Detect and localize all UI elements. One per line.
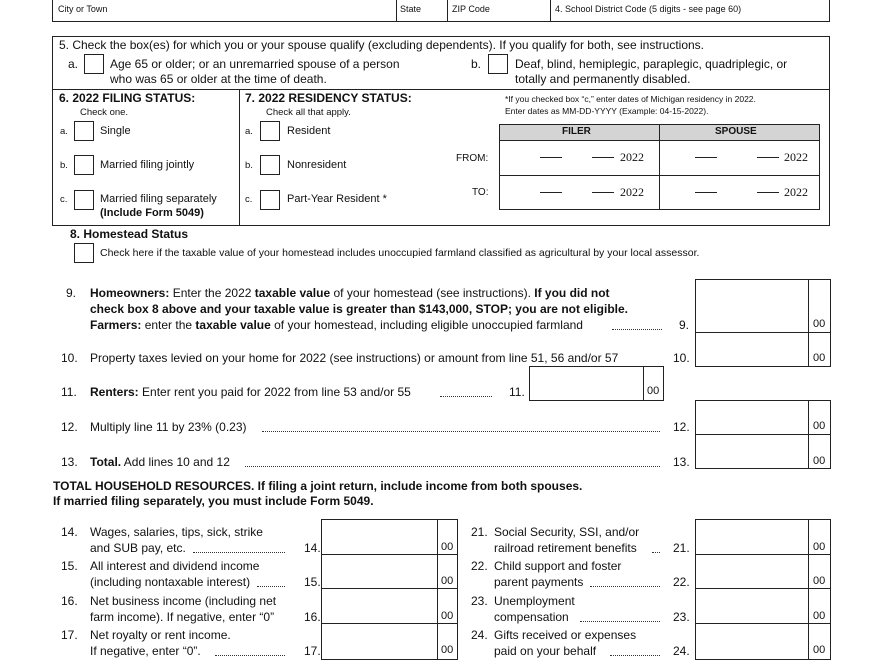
- zip-label: ZIP Code: [452, 4, 490, 14]
- filing-single-checkbox[interactable]: [74, 121, 94, 141]
- line10-amount-input[interactable]: [695, 332, 831, 367]
- line21-amount-input[interactable]: [695, 519, 831, 555]
- line14-ref: 14.: [304, 541, 321, 555]
- homestead-check-text: Check here if the taxable value of your homestead includes unoccupied farmland classified as agricultural by your local assessor.: [100, 247, 700, 259]
- line10-text: Property taxes levied on your home for 2022 (see instructions) or amount from line 51, 56 and/or 57: [90, 351, 619, 365]
- line9-text-line3: [90, 318, 583, 332]
- line13-ref: 13.: [673, 455, 690, 469]
- line23-cents: 00: [813, 610, 826, 622]
- line24-cents: 00: [813, 644, 826, 656]
- spouse-from-date[interactable]: [660, 141, 818, 175]
- line17-text: Net royalty or rent income.: [90, 628, 231, 642]
- residency-partyear-checkbox[interactable]: [260, 190, 280, 210]
- line22-amount-input[interactable]: [695, 554, 831, 589]
- line9-text: [90, 286, 610, 300]
- line10-ref: 10.: [673, 351, 690, 365]
- line10-num: 10.: [61, 351, 78, 365]
- line11-cents: 00: [647, 385, 660, 397]
- line12-amount-input[interactable]: [695, 400, 831, 435]
- line22-text-2: parent payments: [494, 575, 584, 589]
- line12-text: Multiply line 11 by 23% (0.23): [90, 420, 247, 434]
- resources-heading-2: If married filing separately, you must include Form 5049.: [53, 494, 374, 508]
- line12-num: 12.: [61, 420, 78, 434]
- line9-text-7: enter the: [141, 318, 196, 332]
- line12-ref: 12.: [673, 420, 690, 434]
- to-label: TO:: [472, 187, 489, 198]
- line5a-text-2: who was 65 or older at the time of death.: [110, 72, 327, 86]
- residency-status-sub: Check all that apply.: [266, 107, 351, 118]
- line10-cents: 00: [813, 352, 826, 364]
- line14-text: Wages, salaries, tips, sick, strike: [90, 525, 263, 539]
- residency-partyear-label: Part-Year Resident *: [287, 193, 387, 205]
- filing-joint-label: Married filing jointly: [100, 159, 195, 171]
- line13-text-bold: Total.: [90, 455, 122, 469]
- line9-text-5: If you did not: [534, 286, 610, 300]
- line5b-letter: b.: [471, 57, 482, 71]
- line21-text-2: railroad retirement benefits: [494, 541, 637, 555]
- line23-num: 23.: [471, 594, 488, 608]
- dates-note: *If you checked box “c,” enter dates of Michigan residency in 2022.: [505, 94, 756, 104]
- line5b-checkbox[interactable]: [488, 54, 508, 74]
- line16-cents: 00: [441, 610, 454, 622]
- filer-from-date[interactable]: [500, 141, 658, 175]
- filing-status-title: 6. 2022 FILING STATUS:: [59, 91, 196, 105]
- line9-text-9: of your homestead, including eligible unoccupied farmland: [270, 318, 583, 332]
- line11-ref: 11.: [509, 385, 525, 399]
- line17-cents: 00: [441, 644, 454, 656]
- city-label: City or Town: [58, 4, 108, 14]
- residency-nonresident-checkbox[interactable]: [260, 155, 280, 175]
- line23-amount-input[interactable]: [695, 588, 831, 624]
- line15-num: 15.: [61, 559, 78, 573]
- line15-text: All interest and dividend income: [90, 559, 260, 573]
- line21-num: 21.: [471, 525, 488, 539]
- residency-b-letter: b.: [245, 160, 253, 171]
- line21-text: Social Security, SSI, and/or: [494, 525, 640, 539]
- line15-text-2: (including nontaxable interest): [90, 575, 251, 589]
- line24-ref: 24.: [673, 644, 690, 658]
- line17-ref: 17.: [304, 644, 321, 658]
- line16-ref: 16.: [304, 610, 321, 624]
- city-input[interactable]: [58, 4, 107, 14]
- line23-text-2: compensation: [494, 610, 569, 624]
- filing-single-label: Single: [100, 125, 131, 137]
- residency-nonresident-label: Nonresident: [287, 159, 347, 171]
- line11-text: [90, 385, 411, 399]
- line22-num: 22.: [471, 559, 488, 573]
- filing-separate-label: Married filing separately: [100, 193, 217, 205]
- filing-a-letter: a.: [60, 126, 68, 137]
- school-district-label: 4. School District Code (5 digits - see page 60): [555, 4, 742, 14]
- line13-text: [90, 455, 230, 469]
- homestead-title: 8. Homestead Status: [70, 227, 189, 241]
- filing-separate-checkbox[interactable]: [74, 190, 94, 210]
- line14-num: 14.: [61, 525, 78, 539]
- line9-text-6: Farmers:: [90, 318, 142, 332]
- line15-cents: 00: [441, 575, 454, 587]
- line9-amount-input[interactable]: [695, 279, 831, 333]
- residency-resident-checkbox[interactable]: [260, 121, 280, 141]
- line14-cents: 00: [441, 541, 454, 553]
- line21-cents: 00: [813, 541, 826, 553]
- filing-c-letter: c.: [60, 194, 68, 205]
- line23-text: Unemployment: [494, 594, 575, 608]
- line9-cents: 00: [813, 318, 826, 330]
- line22-cents: 00: [813, 575, 826, 587]
- filing-status-sub: Check one.: [80, 107, 129, 118]
- line5b-text-2: totally and permanently disabled.: [515, 72, 691, 86]
- residency-resident-label: Resident: [287, 125, 331, 137]
- filer-from-year: 2022: [620, 150, 644, 164]
- zip-input[interactable]: [452, 4, 490, 14]
- line22-ref: 22.: [673, 575, 690, 589]
- school-district-input[interactable]: [555, 4, 741, 14]
- line17-text-2: If negative, enter “0”.: [90, 644, 201, 658]
- line24-text: Gifts received or expenses: [494, 628, 637, 642]
- line5a-text: Age 65 or older; or an unremarried spouse of a person: [110, 57, 400, 71]
- homestead-farmland-checkbox[interactable]: [74, 243, 94, 263]
- spouse-from-year: 2022: [784, 150, 808, 164]
- line24-amount-input[interactable]: [695, 623, 831, 660]
- line9-text-3: taxable value: [254, 286, 331, 300]
- line21-ref: 21.: [673, 541, 690, 555]
- dates-note-2: Enter dates as MM-DD-YYYY (Example: 04-15-2022).: [505, 106, 709, 116]
- line23-ref: 23.: [673, 610, 690, 624]
- line17-num: 17.: [61, 628, 78, 642]
- line5-title: 5. Check the box(es) for which you or your spouse qualify (excluding dependents). If you qualify for both, see instructions.: [59, 38, 705, 52]
- spouse-header: SPOUSE: [715, 126, 757, 137]
- from-label: FROM:: [456, 153, 489, 164]
- line9-num: 9.: [66, 286, 77, 300]
- line14-text-2: and SUB pay, etc.: [90, 541, 186, 555]
- line13-cents: 00: [813, 455, 826, 467]
- line16-text-2: farm income). If negative, enter “0”: [90, 610, 275, 624]
- filer-header: FILER: [562, 126, 591, 137]
- residency-a-letter: a.: [245, 126, 253, 137]
- spouse-to-year: 2022: [784, 185, 808, 199]
- line5a-checkbox[interactable]: [84, 54, 104, 74]
- line5b-text: Deaf, blind, hemiplegic, paraplegic, quadriplegic, or: [515, 57, 788, 71]
- filer-to-year: 2022: [620, 185, 644, 199]
- line9-text-8: taxable value: [195, 318, 271, 332]
- line24-text-2: paid on your behalf: [494, 644, 597, 658]
- line9-text-line2: check box 8 above and your taxable value is greater than $143,000, STOP; you are not eligible.: [90, 302, 628, 316]
- line11-num: 11.: [61, 385, 77, 399]
- line12-cents: 00: [813, 420, 826, 432]
- line16-num: 16.: [61, 594, 78, 608]
- filing-joint-checkbox[interactable]: [74, 155, 94, 175]
- spouse-to-date[interactable]: [660, 176, 818, 210]
- line11-text-bold: Renters:: [90, 385, 139, 399]
- line9-text-4: of your homestead (see instructions).: [330, 286, 535, 300]
- line11-text-body: Enter rent you paid for 2022 from line 53 and/or 55: [138, 385, 411, 399]
- line9-text-2: Enter the 2022: [169, 286, 255, 300]
- filer-to-date[interactable]: [500, 176, 658, 210]
- state-input[interactable]: [400, 4, 421, 14]
- line5a-letter: a.: [68, 57, 79, 71]
- line24-num: 24.: [471, 628, 488, 642]
- filing-separate-sub: (Include Form 5049): [100, 207, 204, 219]
- residency-status-title: 7. 2022 RESIDENCY STATUS:: [245, 91, 412, 105]
- line13-text-body: Add lines 10 and 12: [121, 455, 230, 469]
- line22-text: Child support and foster: [494, 559, 622, 573]
- line13-num: 13.: [61, 455, 78, 469]
- resources-heading: TOTAL HOUSEHOLD RESOURCES. If filing a joint return, include income from both spouses.: [53, 479, 583, 493]
- line16-text: Net business income (including net: [90, 594, 277, 608]
- line13-amount-input[interactable]: [695, 434, 831, 469]
- state-label: State: [400, 4, 422, 14]
- line9-text-1: Homeowners:: [90, 286, 170, 300]
- filing-b-letter: b.: [60, 160, 68, 171]
- line9-ref: 9.: [679, 318, 690, 332]
- line15-ref: 15.: [304, 575, 321, 589]
- residency-c-letter: c.: [245, 194, 253, 205]
